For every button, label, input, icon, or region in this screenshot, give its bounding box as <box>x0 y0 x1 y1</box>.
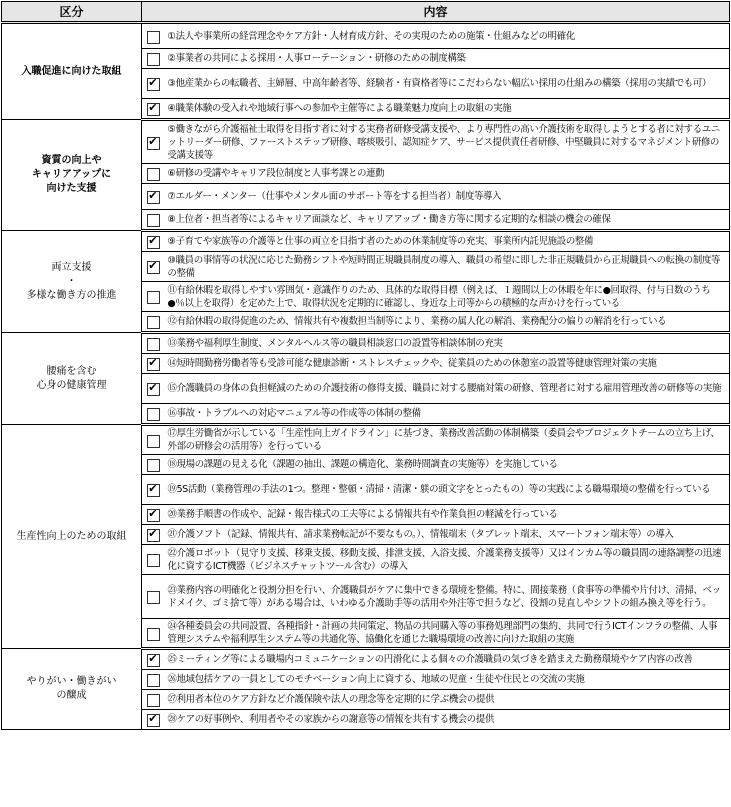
category-label: キャリアアップに <box>31 169 112 180</box>
table-row <box>2 120 730 164</box>
measure-text: ⑩職員の事情等の状況に応じた勤務シフトや短時間正規職員制度の導入、職員の希望に即した非正規職員から正規職員への転換の制度等の整備 <box>166 252 730 282</box>
checkbox-checked[interactable] <box>147 137 160 150</box>
checkbox-cell <box>142 23 166 49</box>
checkbox-cell <box>142 312 166 333</box>
measure-text: ⑰厚生労働省が示している「生産性向上ガイドライン」に基づき、業務改善活動の体制構築（委員会やプロジェクトチームの立ち上げ、外部の研修会の活用等）を行っている <box>166 425 730 455</box>
checkbox-checked[interactable] <box>147 529 160 542</box>
checkbox-cell <box>142 120 166 164</box>
checkbox-unchecked[interactable] <box>147 291 160 304</box>
checkbox-checked[interactable] <box>147 484 160 497</box>
measure-text: ⑳業務手順書の作成や、記録・報告様式の工夫等による情報共有や作業負担の軽減を行っている <box>166 505 730 525</box>
measure-text: ⑭短時間勤務労働者等も受診可能な健康診断・ストレスチェックや、従業員のための休憩室の設置等健康管理対策の実施 <box>166 354 730 374</box>
measure-text: ③他産業からの転職者、主婦層、中高年齢者等、経験者・有資格者等にこだわらない幅広い採用の仕組みの構築（採用の実績でも可） <box>166 69 730 99</box>
measure-text: ②事業者の共同による採用・人事ローテーション・研修のための制度構築 <box>166 49 730 69</box>
checkbox-cell <box>142 545 166 575</box>
table-row <box>2 231 730 252</box>
checkbox-checked[interactable] <box>147 236 160 249</box>
checkbox-checked[interactable] <box>147 103 160 116</box>
measure-text: ㉔各種委員会の共同設置、各種指針・計画の共同策定、物品の共同購入等の事務処理部門の集約、共同で行うICTインフラの整備、人事管理システムや福利厚生システム等の共通化等、協働化を通じた職場環境の改善に向けた取組の実施 <box>166 619 730 649</box>
measure-text: ⑫有給休暇の取得促進のため、情報共有や複数担当制等により、業務の属人化の解消、業務配分の偏りの解消を行っている <box>166 312 730 333</box>
category-label: の醸成 <box>56 690 87 701</box>
category-cell <box>2 649 142 730</box>
category-label: 資質の向上や <box>41 155 102 166</box>
category-label: 腰痛を含む <box>46 365 97 377</box>
checkbox-checked[interactable] <box>147 78 160 91</box>
measure-text: ⑱現場の課題の見える化（課題の抽出、課題の構造化、業務時間調査の実施等）を実施している <box>166 455 730 475</box>
measure-text: ㉕ミーティング等による職場内コミュニケーションの円滑化による個々の介護職員の気づきを踏まえた勤務環境やケア内容の改善 <box>166 649 730 670</box>
table-row <box>2 425 730 455</box>
checkbox-unchecked[interactable] <box>147 214 160 227</box>
measure-text: ㉘ケアの好事例や、利用者やその家族からの謝意等の情報を共有する機会の提供 <box>166 710 730 730</box>
category-cell <box>2 231 142 333</box>
measure-text: ⑲5S活動（業務管理の手法の1つ。整理・整頓・清掃・清潔・躾の頭文字をとったもの）等の実践による職場環境の整備を行っている <box>166 475 730 505</box>
checkbox-cell <box>142 649 166 670</box>
checkbox-checked[interactable] <box>147 261 160 274</box>
category-label: 生産性向上のための取組 <box>16 530 127 542</box>
checkbox-checked[interactable] <box>147 714 160 727</box>
measure-text: ㉒介護ロボット（見守り支援、移乗支援、移動支援、排泄支援、入浴支援、介護業務支援等）又はインカム等の職員間の連絡調整の迅速化に資するICT機器（ビジネスチャットツール含む）の導入 <box>166 545 730 575</box>
measure-text: ④職業体験の受入れや地域行事への参加や主催等による職業魅力度向上の取組の実施 <box>166 99 730 120</box>
measure-text: ⑤働きながら介護福祉士取得を目指す者に対する実務者研修受講支援や、より専門性の高い介護技術を取得しようとする者に対するユニットリーダー研修、ファーストステップ研修、喀痰吸引、認知症ケア、サービス提供責任者研修、中堅職員に対するマネジメント研修の受講支援等 <box>166 120 730 164</box>
checkbox-cell <box>142 710 166 730</box>
category-label: 多様な働き方の推進 <box>26 289 117 301</box>
measure-text: ①法人や事業所の経営理念やケア方針・人材育成方針、その実現のための施策・仕組みなどの明確化 <box>166 23 730 49</box>
checkbox-cell <box>142 525 166 545</box>
checkbox-unchecked[interactable] <box>147 554 160 567</box>
measure-text: ⑪有給休暇を取得しやすい雰囲気・意識作りのため、具体的な取得目標（例えば、１週間以上の休暇を年に●回取得、付与日数のうち●％以上を取得）を定めた上で、取得状況を定期的に確認し、身近な上司等からの積極的な声かけを行っている <box>166 282 730 312</box>
checkbox-checked[interactable] <box>147 358 160 371</box>
measure-text: ⑬業務や福利厚生制度、メンタルヘルス等の職員相談窓口の設置等相談体制の充実 <box>166 333 730 354</box>
measure-text: ㉗利用者本位のケア方針など介護保険や法人の理念等を定期的に学ぶ機会の提供 <box>166 690 730 710</box>
category-label: やりがい・働きがい <box>26 676 117 687</box>
checkbox-cell <box>142 231 166 252</box>
checkbox-checked[interactable] <box>147 654 160 667</box>
table-row <box>2 333 730 354</box>
checkbox-cell <box>142 425 166 455</box>
measure-text: ⑯事故・トラブルへの対応マニュアル等の作成等の体制の整備 <box>166 404 730 425</box>
table-row <box>2 23 730 49</box>
category-cell <box>2 333 142 425</box>
checkbox-unchecked[interactable] <box>147 459 160 472</box>
checkbox-cell <box>142 475 166 505</box>
measure-text: ㉑介護ソフト（記録、情報共有、請求業務転記が不要なもの。）、情報端末（タブレット端末、スマートフォン端末等）の導入 <box>166 525 730 545</box>
checkbox-cell <box>142 505 166 525</box>
checkbox-cell <box>142 374 166 404</box>
checkbox-cell <box>142 49 166 69</box>
category-label: ・ <box>66 275 77 287</box>
measure-text: ⑨子育てや家族等の介護等と仕事の両立を目指す者のための休業制度等の充実、事業所内託児施設の整備 <box>166 231 730 252</box>
checkbox-unchecked[interactable] <box>147 31 160 44</box>
measure-text: ⑮介護職員の身体の負担軽減のための介護技術の修得支援、職員に対する腰痛対策の研修、管理者に対する雇用管理改善の研修等の実施 <box>166 374 730 404</box>
checkbox-cell <box>142 670 166 690</box>
checkbox-checked[interactable] <box>147 383 160 396</box>
checkbox-checked[interactable] <box>147 191 160 204</box>
checkbox-cell <box>142 575 166 619</box>
checkbox-cell <box>142 252 166 282</box>
table-header-row <box>2 2 730 23</box>
measure-text: ㉓業務内容の明確化と役割分担を行い、介護職員がケアに集中できる環境を整備。特に、間接業務（食事等の準備や片付け、清掃、ベッドメイク、ゴミ捨て等）がある場合は、いわゆる介護助手等の活用や外注等で担うなど、役割の見直しやシフトの組み換え等を行う。 <box>166 575 730 619</box>
checkbox-cell <box>142 69 166 99</box>
checkbox-unchecked[interactable] <box>147 694 160 707</box>
checkbox-unchecked[interactable] <box>147 408 160 421</box>
checkbox-cell <box>142 210 166 231</box>
measure-text: ⑥研修の受講やキャリア段位制度と人事考課との連動 <box>166 164 730 184</box>
checkbox-unchecked[interactable] <box>147 591 160 604</box>
checkbox-unchecked[interactable] <box>147 628 160 641</box>
checkbox-cell <box>142 164 166 184</box>
measure-text: ⑦エルダー・メンター（仕事やメンタル面のサポート等をする担当者）制度等導入 <box>166 184 730 210</box>
category-label: 両立支援 <box>51 261 92 273</box>
checkbox-unchecked[interactable] <box>147 168 160 181</box>
checkbox-unchecked[interactable] <box>147 435 160 448</box>
checkbox-unchecked[interactable] <box>147 338 160 351</box>
category-label: 入職促進に向けた取組 <box>21 65 122 77</box>
measure-text: ㉖地域包括ケアの一員としてのモチベーション向上に資する、地域の児童・生徒や住民との交流の実施 <box>166 670 730 690</box>
checkbox-cell <box>142 184 166 210</box>
checkbox-cell <box>142 619 166 649</box>
checkbox-unchecked[interactable] <box>147 674 160 687</box>
checkbox-cell <box>142 404 166 425</box>
category-cell <box>2 23 142 120</box>
checkbox-unchecked[interactable] <box>147 316 160 329</box>
table-row <box>2 649 730 670</box>
checkbox-unchecked[interactable] <box>147 53 160 66</box>
checkbox-cell <box>142 354 166 374</box>
checkbox-cell <box>142 99 166 120</box>
category-label: 向けた支援 <box>46 183 97 194</box>
header-category: 区分 <box>2 2 142 23</box>
checkbox-cell <box>142 333 166 354</box>
category-cell <box>2 120 142 231</box>
category-cell <box>2 425 142 649</box>
checkbox-cell <box>142 455 166 475</box>
measure-text: ⑧上位者・担当者等によるキャリア面談など、キャリアアップ・働き方等に関する定期的な相談の機会の確保 <box>166 210 730 231</box>
header-content: 内容 <box>142 2 730 23</box>
checkbox-cell <box>142 282 166 312</box>
category-label: 心身の健康管理 <box>36 379 107 391</box>
checkbox-checked[interactable] <box>147 509 160 522</box>
measures-table <box>1 1 730 730</box>
checkbox-cell <box>142 690 166 710</box>
